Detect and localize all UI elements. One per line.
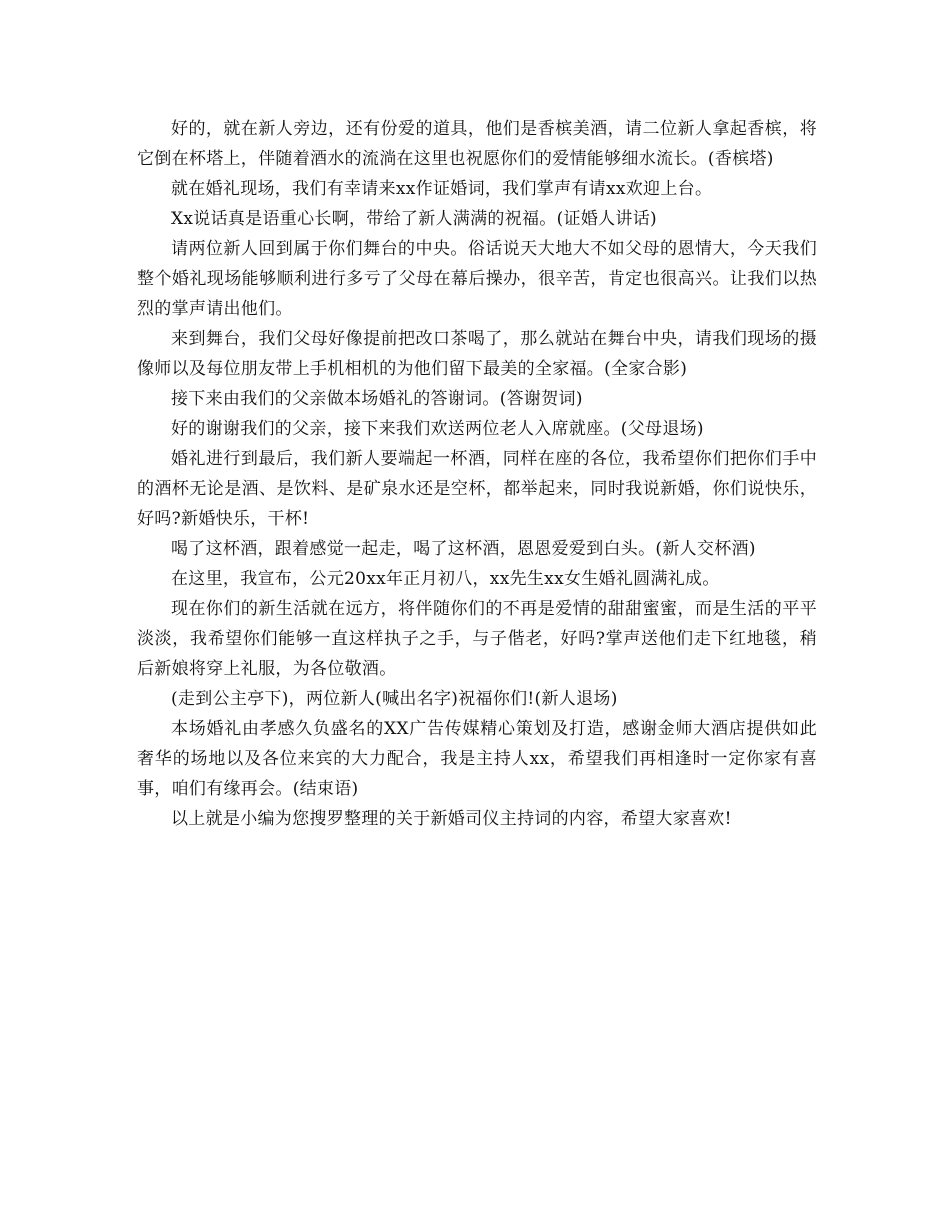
paragraph-witness-invite: 就在婚礼现场，我们有幸请来xx作证婚词，我们掌声有请xx欢迎上台。 — [171, 179, 713, 199]
paragraph-champagne-tower: 好的，就在新人旁边，还有份爱的道具，他们是香槟美酒，请二位新人拿起香槟，将它倒在杯塔上，伴随着酒水的流淌在这里也祝愿你们的爱情能够细水流长。(香槟塔) — [137, 119, 817, 169]
document-body — [137, 114, 817, 834]
paragraph-editor-note: 以上就是小编为您搜罗整理的关于新婚司仪主持词的内容，希望大家喜欢! — [171, 809, 732, 829]
paragraph-parents-invite: 请两位新人回到属于你们舞台的中央。俗话说天大地大不如父母的恩情大，今天我们整个婚礼现场能够顺利进行多亏了父母在幕后操办，很辛苦，肯定也很高兴。让我们以热烈的掌声请出他们。 — [137, 239, 817, 319]
paragraph-toast: 婚礼进行到最后，我们新人要端起一杯酒，同样在座的各位，我希望你们把你们手中的酒杯无论是酒、是饮料、是矿泉水还是空杯，都举起来，同时我说新婚，你们说快乐，好吗?新婚快乐，干杯! — [137, 449, 817, 529]
paragraph-cross-cup-wine: 喝了这杯酒，跟着感觉一起走，喝了这杯酒，恩恩爱爱到白头。(新人交杯酒) — [171, 539, 756, 559]
paragraph-family-photo: 来到舞台，我们父母好像提前把改口茶喝了，那么就站在舞台中央，请我们现场的摄像师以及每位朋友带上手机相机的为他们留下最美的全家福。(全家合影) — [137, 329, 817, 379]
paragraph-closing: 本场婚礼由孝感久负盛名的XX广告传媒精心策划及打造，感谢金师大酒店提供如此奢华的场地以及各位来宾的大力配合，我是主持人xx，希望我们再相逢时一定你家有喜事，咱们有缘再会。(结束语) — [137, 719, 817, 799]
paragraph-new-life: 现在你们的新生活就在远方，将伴随你们的不再是爱情的甜甜蜜蜜，而是生活的平平淡淡，我希望你们能够一直这样执子之手，与子偕老，好吗?掌声送他们走下红地毯，稍后新娘将穿上礼服，为各位敬酒。 — [137, 599, 817, 679]
paragraph-witness-speech: Xx说话真是语重心长啊，带给了新人满满的祝福。(证婚人讲话) — [171, 209, 657, 229]
paragraph-couple-exit: (走到公主亭下)，两位新人(喊出名字)祝福你们!(新人退场) — [171, 689, 618, 709]
paragraph-announcement: 在这里，我宣布，公元20xx年正月初八，xx先生xx女生婚礼圆满礼成。 — [171, 569, 720, 589]
paragraph-parents-exit: 好的谢谢我们的父亲，接下来我们欢送两位老人入席就座。(父母退场) — [171, 419, 704, 439]
paragraph-father-thanks: 接下来由我们的父亲做本场婚礼的答谢词。(答谢贺词) — [171, 389, 583, 409]
